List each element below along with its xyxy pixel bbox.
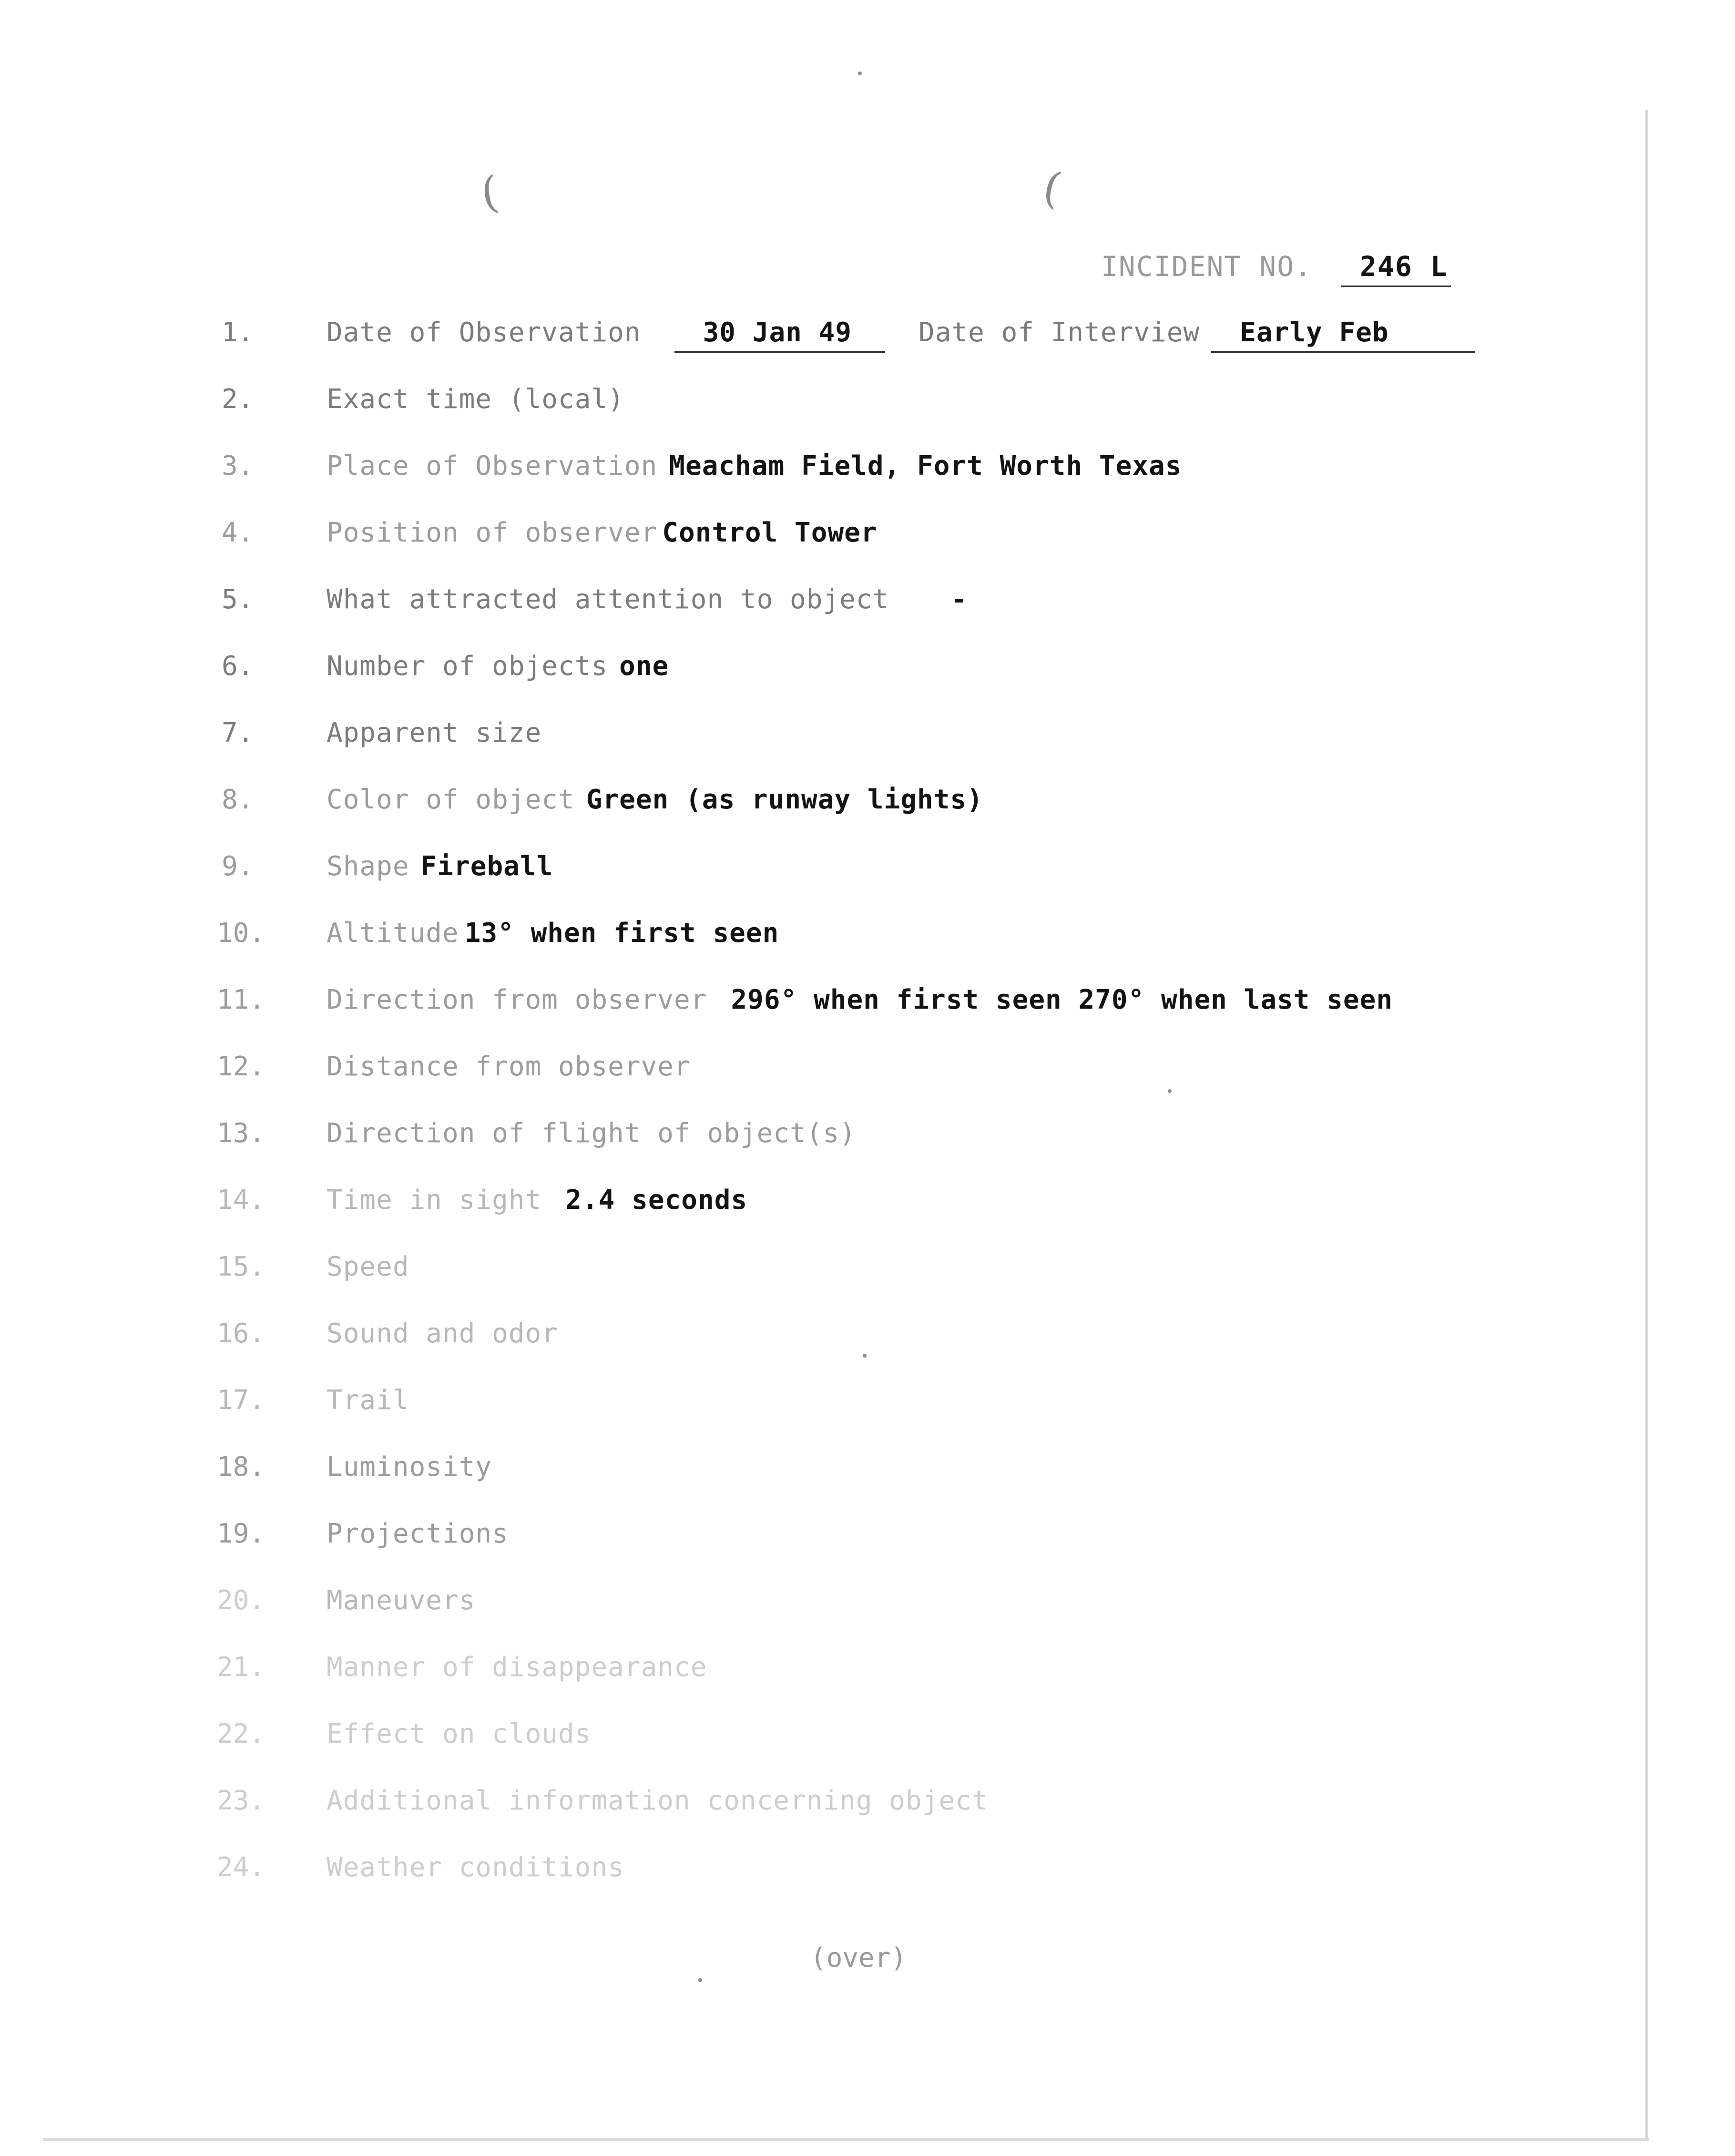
time-in-sight-value: 2.4 seconds — [565, 1185, 748, 1216]
item-label — [327, 1185, 747, 1216]
altitude-label: Altitude — [327, 918, 459, 949]
date-of-interview-label: Date of Interview — [919, 317, 1200, 348]
incident-number: 246 L — [1341, 250, 1451, 287]
page-edge-right — [1645, 110, 1648, 2140]
item-number: 6. — [222, 651, 254, 682]
item-number: 12. — [217, 1051, 265, 1082]
item-label — [327, 651, 669, 682]
number-of-objects-label: Number of objects — [327, 651, 608, 682]
item-number: 4. — [222, 517, 254, 548]
number-of-objects-value: one — [619, 651, 669, 682]
item-label — [327, 317, 1475, 353]
over-note: (over) — [810, 1942, 907, 1973]
item-label: Effect on clouds — [327, 1718, 592, 1749]
direction-label: Direction from observer — [327, 984, 707, 1015]
time-in-sight-label: Time in sight — [327, 1185, 542, 1216]
item-number: 16. — [217, 1318, 265, 1349]
item-label — [327, 584, 968, 615]
attracted-attention-label: What attracted attention to object — [327, 584, 889, 615]
item-label: Direction of flight of object(s) — [327, 1118, 856, 1149]
item-number: 7. — [222, 717, 254, 748]
place-of-observation-label: Place of Observation — [327, 450, 658, 481]
speck — [863, 1354, 867, 1358]
position-of-observer-value: Control Tower — [662, 517, 878, 548]
item-label: Speed — [327, 1251, 409, 1282]
item-number: 19. — [217, 1518, 265, 1549]
item-number: 3. — [222, 450, 254, 481]
stray-mark-left: ( — [478, 167, 502, 219]
incident-number-field — [1101, 250, 1451, 287]
speck — [1168, 1089, 1172, 1093]
item-number: 22. — [217, 1718, 265, 1749]
item-number: 8. — [222, 784, 254, 815]
item-number: 24. — [217, 1852, 265, 1883]
speck — [698, 1978, 702, 1982]
shape-label: Shape — [327, 851, 409, 882]
item-label: Trail — [327, 1385, 409, 1416]
item-number: 11. — [217, 984, 265, 1015]
item-label: Projections — [327, 1518, 509, 1549]
color-label: Color of object — [327, 784, 575, 815]
attracted-attention-value: - — [951, 584, 968, 615]
item-number: 17. — [217, 1385, 265, 1416]
item-label: Sound and odor — [327, 1318, 559, 1349]
item-number: 2. — [222, 384, 254, 415]
item-label: Maneuvers — [327, 1585, 476, 1616]
item-label — [327, 851, 553, 882]
item-label: Weather conditions — [327, 1852, 624, 1883]
item-label: Luminosity — [327, 1451, 492, 1482]
position-of-observer-label: Position of observer — [327, 517, 658, 548]
item-label: Manner of disappearance — [327, 1652, 707, 1683]
date-of-observation-value: 30 Jan 49 — [674, 317, 885, 353]
item-number: 21. — [217, 1652, 265, 1683]
item-number: 20. — [217, 1585, 265, 1616]
item-label — [327, 450, 1182, 481]
item-number: 23. — [217, 1785, 265, 1816]
date-of-observation-label: Date of Observation — [327, 317, 641, 348]
incident-label: INCIDENT NO. — [1101, 250, 1313, 283]
item-label — [327, 784, 983, 815]
speck — [858, 72, 862, 75]
item-number: 13. — [217, 1118, 265, 1149]
item-label: Apparent size — [327, 717, 542, 748]
item-number: 1. — [222, 317, 254, 348]
stray-mark-right: ( — [1039, 162, 1066, 215]
item-label: Distance from observer — [327, 1051, 691, 1082]
item-number: 18. — [217, 1451, 265, 1482]
shape-value: Fireball — [420, 851, 553, 882]
item-label: Additional information concerning object — [327, 1785, 989, 1816]
item-number: 10. — [217, 918, 265, 949]
item-label — [327, 918, 779, 949]
color-value: Green (as runway lights) — [586, 784, 983, 815]
date-of-interview-value: Early Feb — [1211, 317, 1474, 353]
altitude-value: 13° when first seen — [464, 918, 779, 949]
item-number: 5. — [222, 584, 254, 615]
direction-value: 296° when first seen 270° when last seen — [731, 984, 1393, 1015]
item-label — [327, 517, 878, 548]
item-number: 9. — [222, 851, 254, 882]
item-number: 15. — [217, 1251, 265, 1282]
item-number: 14. — [217, 1185, 265, 1216]
item-label: Exact time (local) — [327, 384, 624, 415]
place-of-observation-value: Meacham Field, Fort Worth Texas — [669, 450, 1182, 481]
page-edge-bottom — [43, 2138, 1649, 2141]
item-label — [327, 984, 1393, 1015]
